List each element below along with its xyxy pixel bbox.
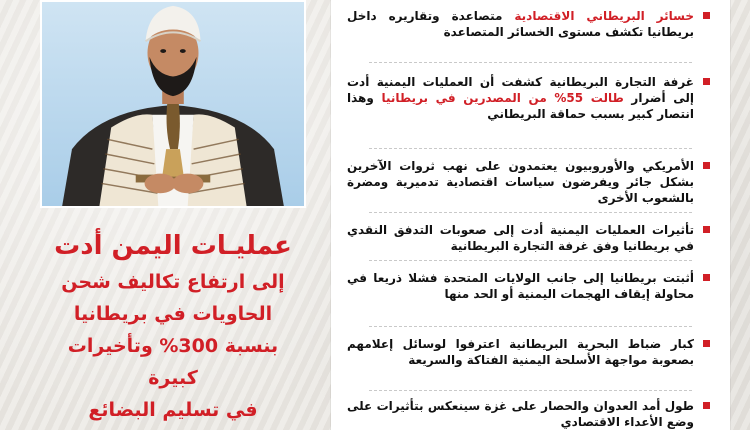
bullet-item-6 xyxy=(347,336,710,368)
bullet-text-pre: غرفة التجارة البريطانية كشفت أن العمليات اليمنية أدت إلى أضرار xyxy=(347,75,694,105)
bullet-item-1 xyxy=(347,8,710,40)
separator xyxy=(369,62,692,63)
bullet-text: الأمريكي والأوروبيون يعتمدون على نهب ثروات الآخرين بشكل جائر ويفرضون سياسات اقتصادية تدميرية ومضرة بالشعوب الأخرى xyxy=(347,159,694,205)
headline-line-5: في تسليم البضائع xyxy=(88,399,258,421)
separator xyxy=(369,260,692,261)
separator xyxy=(369,390,692,391)
bullet-item-4 xyxy=(347,222,710,254)
bullet-item-5 xyxy=(347,270,710,302)
bullet-text: طول أمد العدوان والحصار على غزة سينعكس بتأثيرات على وضع الأعداء الاقتصادي xyxy=(347,399,694,429)
headline-line-1: عمليـات اليمن أدت xyxy=(54,231,292,261)
headline-line-2: إلى ارتفاع تكاليف شحن xyxy=(61,271,285,293)
main-headline xyxy=(40,226,306,430)
speaker-portrait xyxy=(40,0,306,208)
bullet-text: متصاعدة وتقاريره داخل بريطانيا تكشف مستوى الخسائر المتصاعدة xyxy=(347,9,694,39)
bullet-highlight: طالت 55% من المصدرين في بريطانيا xyxy=(381,91,624,105)
bullet-text: أثبتت بريطانيا إلى جانب الولايات المتحدة فشلا ذريعا في محاولة إيقاف الهجمات اليمنية أو الحد منها xyxy=(347,271,694,301)
headline-line-4: بنسبة 300% وتأخيرات كبيرة xyxy=(67,335,279,389)
bullet-item-3 xyxy=(347,158,710,206)
bullet-item-7 xyxy=(347,398,710,430)
headline-line-3: الحاويات في بريطانيا xyxy=(73,303,273,325)
points-panel xyxy=(331,0,730,430)
bullet-text: تأثيرات العمليات اليمنية أدت إلى صعوبات التدفق النقدي في بريطانيا وفق غرفة التجارة البريطانية xyxy=(347,223,694,253)
bullet-text: كبار ضباط البحرية البريطانية اعترفوا لوسائل إعلامهم بصعوبة مواجهة الأسلحة اليمنية الفتاكة والسريعة xyxy=(347,337,694,367)
bullet-item-2 xyxy=(347,74,710,122)
bullet-highlight: خسائر البريطاني الاقتصادية xyxy=(514,9,694,23)
separator xyxy=(369,212,692,213)
bullet-text: وهذا انتصار كبير بسبب حماقة البريطاني xyxy=(347,91,694,121)
separator xyxy=(369,326,692,327)
separator xyxy=(369,148,692,149)
portrait-illustration xyxy=(42,2,304,206)
